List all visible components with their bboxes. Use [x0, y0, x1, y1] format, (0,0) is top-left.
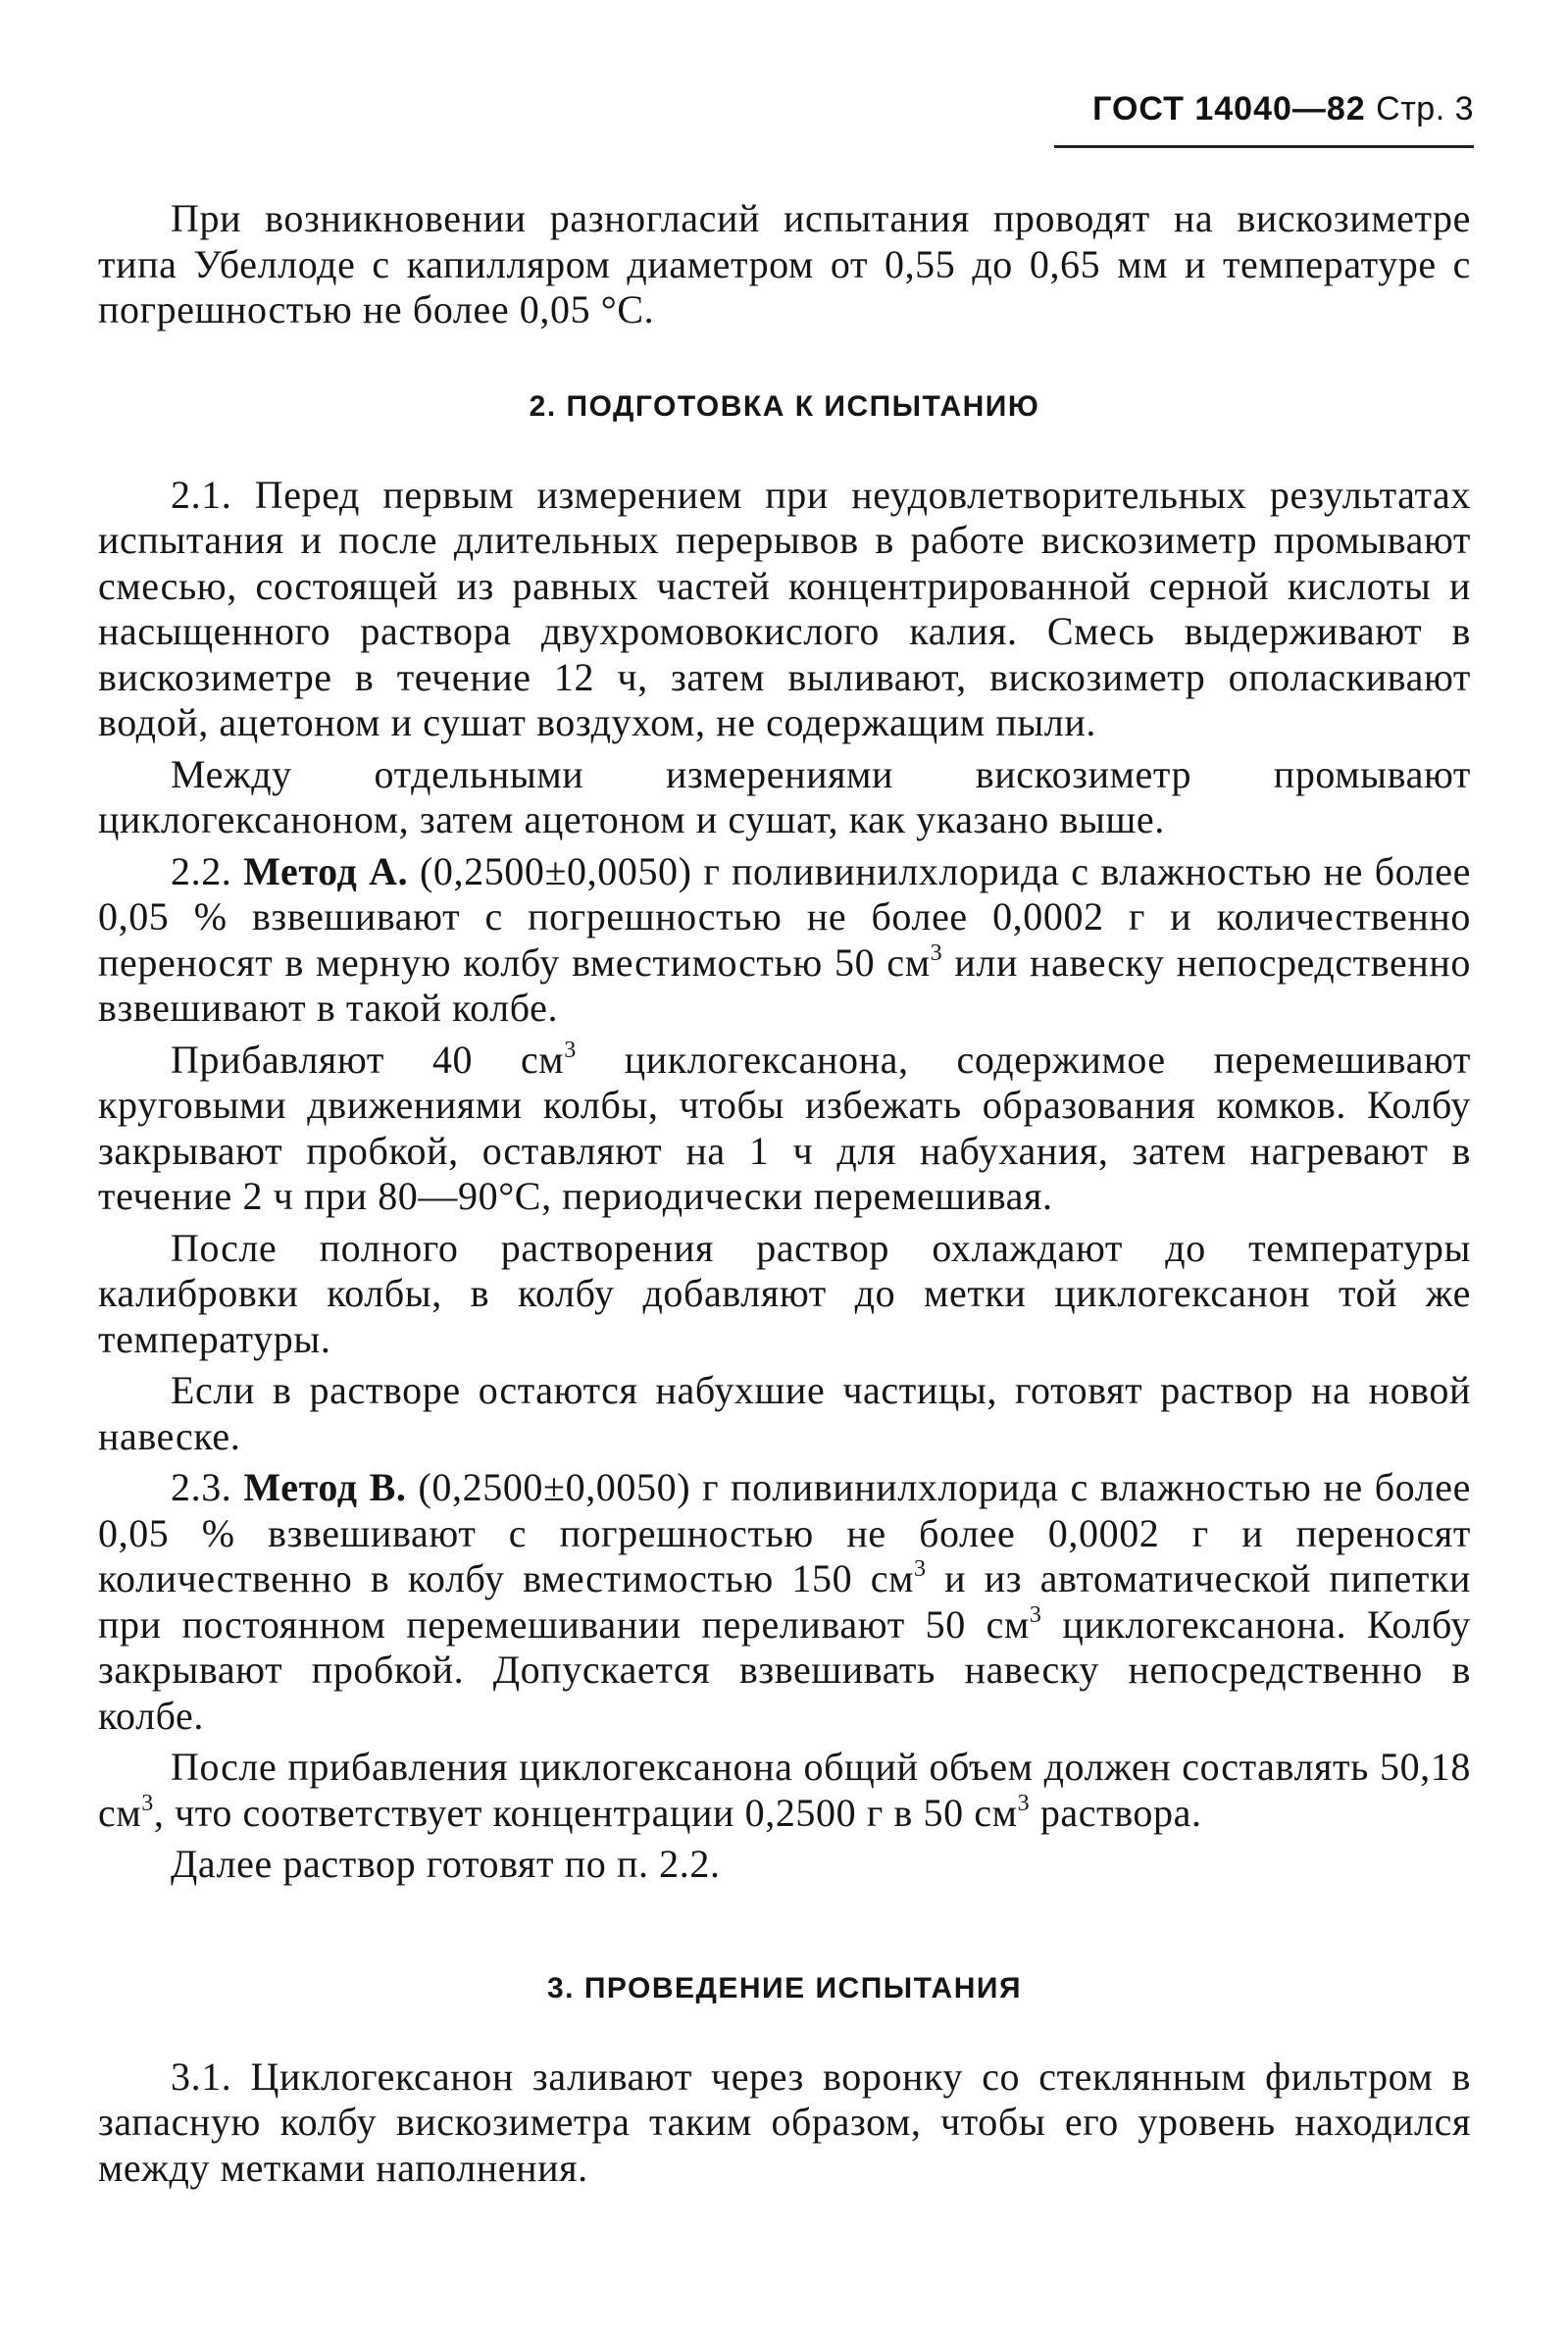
section-3-title: 3. ПРОВЕДЕНИЕ ИСПЫТАНИЯ [546, 1971, 1023, 2004]
header-rule [1054, 145, 1474, 148]
method-b-label: Метод В. [243, 1465, 407, 1509]
paragraph-2-2-particles: Если в растворе остаются набухшие частицы, готовят раствор на новой навеске. [98, 1368, 1471, 1458]
paragraph-2-3-reference: Далее раствор готовят по п. 2.2. [171, 1842, 721, 1886]
paragraph-3-1: 3.1. Циклогексанон заливают через воронку со стеклянным фильтром в запасную колбу вискозиметра таким образом, чтобы его уровень находился между метками наполнения. [98, 2054, 1471, 2190]
paragraph-2-2-text-end: или навеску непосредственно взвешивают в такой колбе. [98, 939, 1471, 1030]
paragraph-2-3 [98, 1465, 1471, 1739]
intro-paragraph: При возникновении разногласий испытания проводят на вискозиметре типа Убеллоде с капилляром диаметром от 0,55 до 0,65 мм и температуре с погрешностью не более 0,05 °С. [98, 196, 1471, 331]
paragraph-2-3-volume-text-mid: , что соответствует концентрации 0,2500 г в 50 см [153, 1790, 1018, 1835]
document-body [98, 196, 1471, 2191]
superscript: 3 [914, 1556, 927, 1582]
paragraph-2-1-continued: Между отдельными измерениями вискозиметр промывают циклогексаноном, затем ацетоном и сушат, как указано выше. [98, 751, 1471, 841]
paragraph-2-3-text-mid: и из автоматической пипетки при постоянном перемешивании переливают 50 см [98, 1556, 1471, 1647]
paragraph-2-2-addition-text-end: циклогексанона, содержимое перемешивают круговыми движениями колбы, чтобы избежать образования комков. Колбу закрывают пробкой, оставляют на 1 ч для набухания, затем нагревают в течение 2 ч при 80—90°С, периодически перемешивая. [98, 1037, 1472, 1218]
paragraph-2-3-text-end: циклогексанона. Колбу закрывают пробкой. Допускается взвешивать навеску непосредственно в колбе. [98, 1601, 1471, 1738]
paragraph-2-2-addition-text: Прибавляют 40 см [171, 1037, 565, 1082]
superscript: 3 [1017, 1790, 1031, 1816]
paragraph-2-2 [98, 849, 1471, 1032]
superscript: 3 [1029, 1601, 1042, 1628]
section-2-title: 2. ПОДГОТОВКА К ИСПЫТАНИЮ [529, 389, 1040, 423]
paragraph-2-1: 2.1. Перед первым измерением при неудовлетворительных результатах испытания и после длительных перерывов в работе вискозиметр промывают смесью, состоящей из равных частей концентрированной серной кислоты и насыщенного раствора двухромовокислого калия. Смесь выдерживают в вискозиметре в течение 12 ч, затем выливают, вискозиметр ополаскивают водой, ацетоном и сушат воздухом, не содержащим пыли. [98, 472, 1471, 744]
superscript: 3 [930, 939, 943, 966]
paragraph-2-3-volume-text: После прибавления циклогексанона общий объем должен составлять 50,18 см [98, 1745, 1471, 1835]
paragraph-2-2-text: (0,2500±0,0050) г поливинилхлорида с влажностью не более 0,05 % взвешивают с погрешностью не более 0,0002 г и количественно переносят в мерную колбу вместимостью 50 см [98, 848, 1471, 985]
clause-number-2-2: 2.2. [171, 848, 232, 893]
clause-number-2-3: 2.3. [171, 1465, 232, 1509]
paragraph-2-3-volume-text-end: раствора. [1039, 1790, 1202, 1835]
paragraph-2-2-addition [98, 1038, 1471, 1220]
superscript: 3 [564, 1037, 577, 1063]
method-a-label: Метод А. [243, 848, 409, 893]
superscript: 3 [141, 1790, 154, 1816]
page-header [1042, 90, 1474, 128]
paragraph-2-3-text: (0,2500±0,0050) г поливинилхлорида с влажностью не более 0,05 % взвешивают с погрешностью не более 0,0002 г и переносят количественно в колбу вместимостью 150 см [98, 1465, 1471, 1600]
paragraph-2-2-cooling: После полного растворения раствор охлаждают до температуры калибровки колбы, в колбу добавляют до метки циклогексанон той же температуры. [98, 1225, 1471, 1361]
header-page-number: Стр. 3 [1376, 90, 1474, 127]
paragraph-2-3-volume [98, 1745, 1471, 1836]
header-doc-id: ГОСТ 14040—82 [1092, 90, 1366, 127]
